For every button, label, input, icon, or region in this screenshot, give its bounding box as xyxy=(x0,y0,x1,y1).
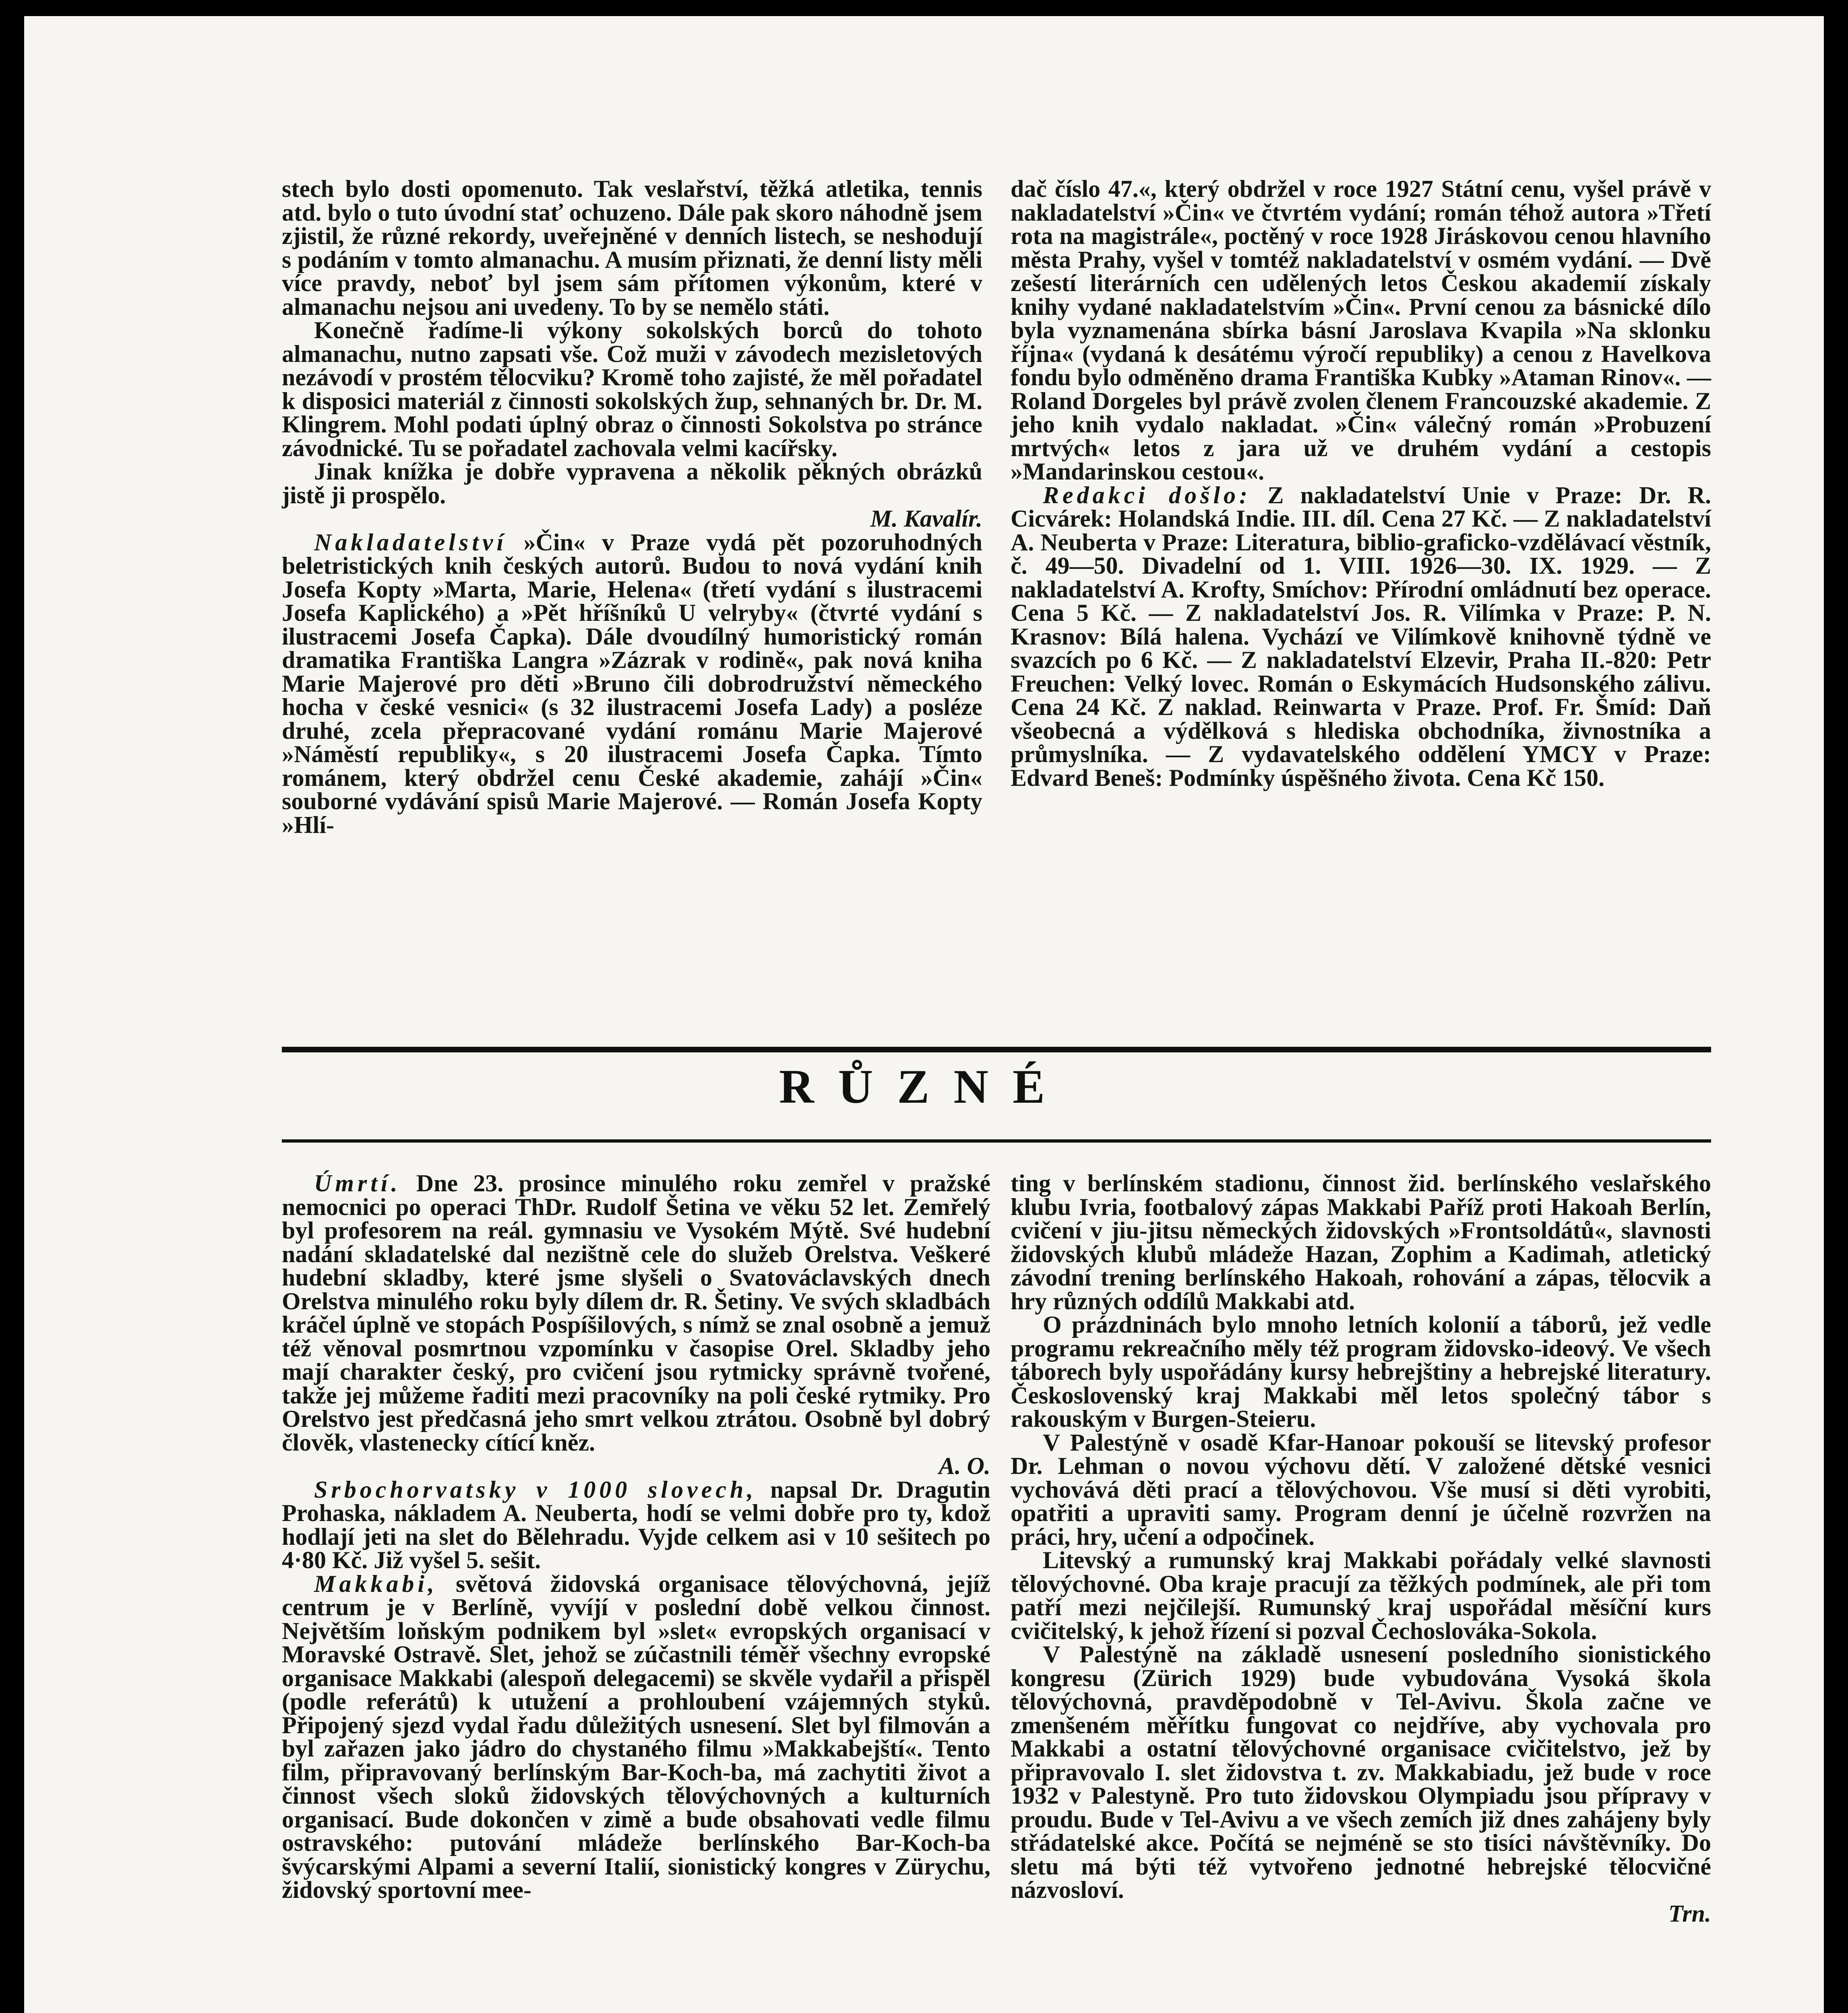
paragraph: Litevský a rumunský kraj Makkabi pořádaly velké slavnosti tělovýchovné. Oba kraje pracují za těžkých podmínek, ale při tom patří mezi nejčilejší. Rumunský kraj uspořádal měsíční kurs cvičitelský, k jehož řízení si pozval Čechoslováka-Sokola. xyxy=(1011,1547,1711,1644)
srbo-paragraph xyxy=(282,1478,990,1572)
paragraph: ting v berlínském stadionu, činnost žid. berlínského veslařského klubu Ivria, footbalový zápas Makkabi Paříž proti Hakoah Berlín, cvičení v jiu-jitsu německých židovských »Frontsoldátů«, slavnosti židovských klubů mládeže Hazan, Zophim a Kadimah, atletický závodní trening berlínského Hakoah, rohování a zápas, tělocvik a hry různých oddílů Makkabi atd. xyxy=(1011,1170,1711,1314)
bottom-left-column xyxy=(282,1172,990,1902)
paragraph: Jinak knížka je dobře vypravena a několik pěkných obrázků jistě ji prospělo. xyxy=(282,458,982,508)
section-title: RŮZNÉ xyxy=(779,1060,1069,1113)
umrti-text: Dne 23. prosince minulého roku zemřel v pražské nemocnici po operaci ThDr. Rudolf Šetina ve věku 52 let. Zemřelý byl profesorem na reál. gymnasiu ve Vysokém Mýtě. Své hudební nadání skladatelské dal nezištně cele do služeb Orelstva. Veškeré hudební skladby, které jsme slyšeli o Svatováclavských dnech Orelstva minulého roku byly dílem dr. R. Šetiny. Ve svých skladbách kráčel úplně ve stopách Pospíšilových, s nímž se znal osobně a jemuž též věnoval posmrtnou vzpomínku v časopise Orel. Skladby jeho mají charakter český, pro cvičení jsou rytmicky správně tvořené, takže jej můžeme řaditi mezi pracovníky na poli české rytmiky. Pro Orelstvo jest předčasná jeho smrt velkou ztrátou. Osobně byl dobrý člověk, vlastenecky cítící kněz. xyxy=(282,1170,991,1456)
page xyxy=(24,16,1824,2013)
makkabi-paragraph xyxy=(282,1572,990,1902)
cin-text: »Čin« v Praze vydá pět pozoruhodných beletristických knih českých autorů. Budou to nová vydání knih Josefa Kopty »Marta, Marie, Helena« (třetí vydání s ilustracemi Josefa Kaplického) a »Pět hříšníků U velryby« (čtvrté vydání s ilustracemi Josefa Čapka). Dále dvoudílný humoristický román dramatika Františka Langra »Zázrak v rodině«, pak nová kniha Marie Majerové pro děti »Bruno čili dobrodružství německého hocha v české vesnici« (s 32 ilustracemi Josefa Lady) a posléze druhé, zcela přepracované vydání románu Marie Majerové »Náměstí republiky«, s 20 ilustracemi Josefa Čapka. Tímto románem, který obdržel cenu České akademie, zahájí »Čin« souborné vydávání spisů Marie Majerové. — Román Josefa Kopty »Hlí- xyxy=(282,529,983,838)
paragraph: stech bylo dosti opomenuto. Tak veslařství, těžká atletika, tennis atd. bylo o tuto úvodní stať ochuzeno. Dále pak skoro náhodně jsem zjistil, že různé rekordy, uveřejněné v denních listech, se neshodují s podáním v tomto almanachu. A musím přiznati, že denní listy měli více pravdy, neboť byl jsem sám přítomen výkonům, které v almanachu nejsou ani uvedeny. To by se nemělo státi. xyxy=(282,176,982,320)
srbo-text: napsal Dr. Dragutin Prohaska, nákladem A. Neuberta, hodí se velmi dobře pro ty, kdož hodlají jeti na slet do Bělehradu. Vyjde celkem asi v 10 sešitech po 4·80 Kč. Již vyšel 5. sešit. xyxy=(282,1476,991,1573)
paragraph: V Palestýně v osadě Kfar-Hanoar pokouší se litevský profesor Dr. Lehman o novou výchovu dětí. V založené dětské vesnici vychovává děti prací a tělovýchovou. Vše musí si děti vyrobiti, opatřiti a upraviti samy. Program denní je účelně rozvržen na práci, hry, učení a odpočinek. xyxy=(1011,1429,1711,1550)
srbo-heading: Srbochorvatsky v 1000 slovech, xyxy=(314,1476,757,1503)
bottom-right-column xyxy=(1011,1172,1711,1925)
umrti-paragraph xyxy=(282,1172,990,1454)
paragraph: Konečně řadíme-li výkony sokolských borců do tohoto almanachu, nutno zapsati vše. Což muži v závodech mezisletových nezávodí v prostém tělocviku? Kromě toho zajisté, že měl pořadatel k disposici materiál z činnosti sokolských žup, sehnaných br. Dr. M. Klingrem. Mohl podati úplný obraz o činnosti Sokolstva po stránce závodnické. Tu se pořadatel zachovala velmi kacířsky. xyxy=(282,317,982,461)
cin-heading: Nakladatelství xyxy=(314,529,507,556)
umrti-heading: Úmrtí. xyxy=(314,1170,401,1197)
paragraph: V Palestýně na základě usnesení posledního sionistického kongresu (Zürich 1929) bude vybudována Vysoká škola tělovýchovná, pravděpodobně v Tel-Avivu. Škola začne ve zmenšeném měřítku fungovat co nejdříve, aby vychovala pro Makkabi a ostatní tělovýchovné organisace cvičitelstvo, jež by připravovalo I. slet židovstva t. zv. Makkabiadu, jež bude v roce 1932 v Palestyně. Pro tuto židovskou Olympiadu jsou přípravy v proudu. Bude v Tel-Avivu a ve všech zemích již dnes zahájeny byly střádatelské akce. Počítá se nejméně se sto tisíci návštěvníky. Do sletu má býti též vytvořeno jednotné hebrejské tělocvičné názvosloví. xyxy=(1011,1641,1711,1903)
signature: Trn. xyxy=(1668,1900,1711,1927)
signature: A. O. xyxy=(938,1453,990,1479)
redakci-text: Z nakladatelství Unie v Praze: Dr. R. Cicvárek: Holandská Indie. III. díl. Cena 27 Kč. — Z nakladatelství A. Neuberta v Praze: Literatura, biblio-graficko-vzdělávací věstník, č. 49—50. Divadelní od 1. VIII. 1926—30. IX. 1929. — Z nakladatelství A. Krofty, Smíchov: Přírodní omládnutí bez operace. Cena 5 Kč. — Z nakladatelství Jos. R. Vilímka v Praze: P. N. Krasnov: Bílá halena. Vychází ve Vilímkově knihovně týdně ve svazcích po 6 Kč. — Z nakladatelství Elzevir, Praha II.-820: Petr Freuchen: Velký lovec. Román o Eskymácích Hudsonského zálivu. Cena 24 Kč. Z naklad. Reinwarta v Praze. Prof. Fr. Šmíd: Daň všeobecná a výdělková s hlediska obchodníka, živnostníka a průmyslníka. — Z vydavatelského oddělení YMCY v Praze: Edvard Beneš: Podmínky úspěšného života. Cena Kč 150. xyxy=(1011,482,1712,791)
top-right-column xyxy=(1011,177,1711,789)
cin-paragraph xyxy=(282,531,982,837)
section-rule-bottom xyxy=(282,1139,1711,1143)
section-rule-top xyxy=(282,1047,1711,1052)
redakci-paragraph xyxy=(1011,484,1711,790)
makkabi-text: světová židovská organisace tělovýchovná, jejíž centrum je v Berlíně, vyvíjí v poslední době velkou činnost. Největším loňským podnikem byl »slet« evropských organisací v Moravské Ostravě. Slet, jehož se zúčastnili téměř všechny evropské organisace Makkabi (alespoň delegacemi) se skvěle vydařil a přispěl (podle referátů) k utužení a prohloubení vzájemných styků. Připojený sjezd vydal řadu důležitých usnesení. Slet byl filmován a byl zařazen jako jádro do chystaného filmu »Makkabejští«. Tento film, připravovaný berlínským Bar-Koch-ba, má zachytiti život a činnost všech sloků židovských tělovýchovných a kulturních organisací. Bude dokončen v zimě a bude obsahovati vedle filmu ostravského: putování mládeže berlínského Bar-Koch-ba švýcarskými Alpami a severní Italií, sionistický kongres v Zürychu, židovský sportovní mee- xyxy=(282,1570,990,1903)
top-left-column xyxy=(282,177,982,837)
signature: M. Kavalír. xyxy=(870,505,982,532)
redakci-heading: Redakci došlo: xyxy=(1043,482,1251,508)
makkabi-heading: Makkabi, xyxy=(314,1570,438,1597)
paragraph: O prázdninách bylo mnoho letních kolonií a táborů, jež vedle programu rekreačního měly též program židovsko-ideový. Ve všech táborech byly uspořádány kursy hebrejštiny a hebrejské literatury. Československý kraj Makkabi měl letos společný tábor s rakouským v Burgen-Steieru. xyxy=(1011,1311,1711,1432)
paragraph: dač číslo 47.«, který obdržel v roce 1927 Státní cenu, vyšel právě v nakladatelství »Čin« ve čtvrtém vydání; román téhož autora »Třetí rota na magistrále«, poctěný v roce 1928 Jiráskovou cenou hlavního města Prahy, vyšel v tomtéž nakladatelství v osmém vydání. — Dvě zešestí literárních cen udělených letos Českou akademií získaly knihy vydané nakladatelstvím »Čin«. První cenou za básnické dílo byla vyznamenána sbírka básní Jaroslava Kvapila »Na sklonku října« (vydaná k desátému výročí republiky) a cenou z Havelkova fondu bylo odměněno drama Františka Kubky »Ataman Rinov«. — Roland Dorgeles byl právě zvolen členem Francouzské akademie. Z jeho knih vydalo nakladat. »Čin« válečný román »Probuzení mrtvých« letos z jara už ve druhém vydání a cestopis »Mandarinskou cestou«. xyxy=(1011,176,1711,485)
